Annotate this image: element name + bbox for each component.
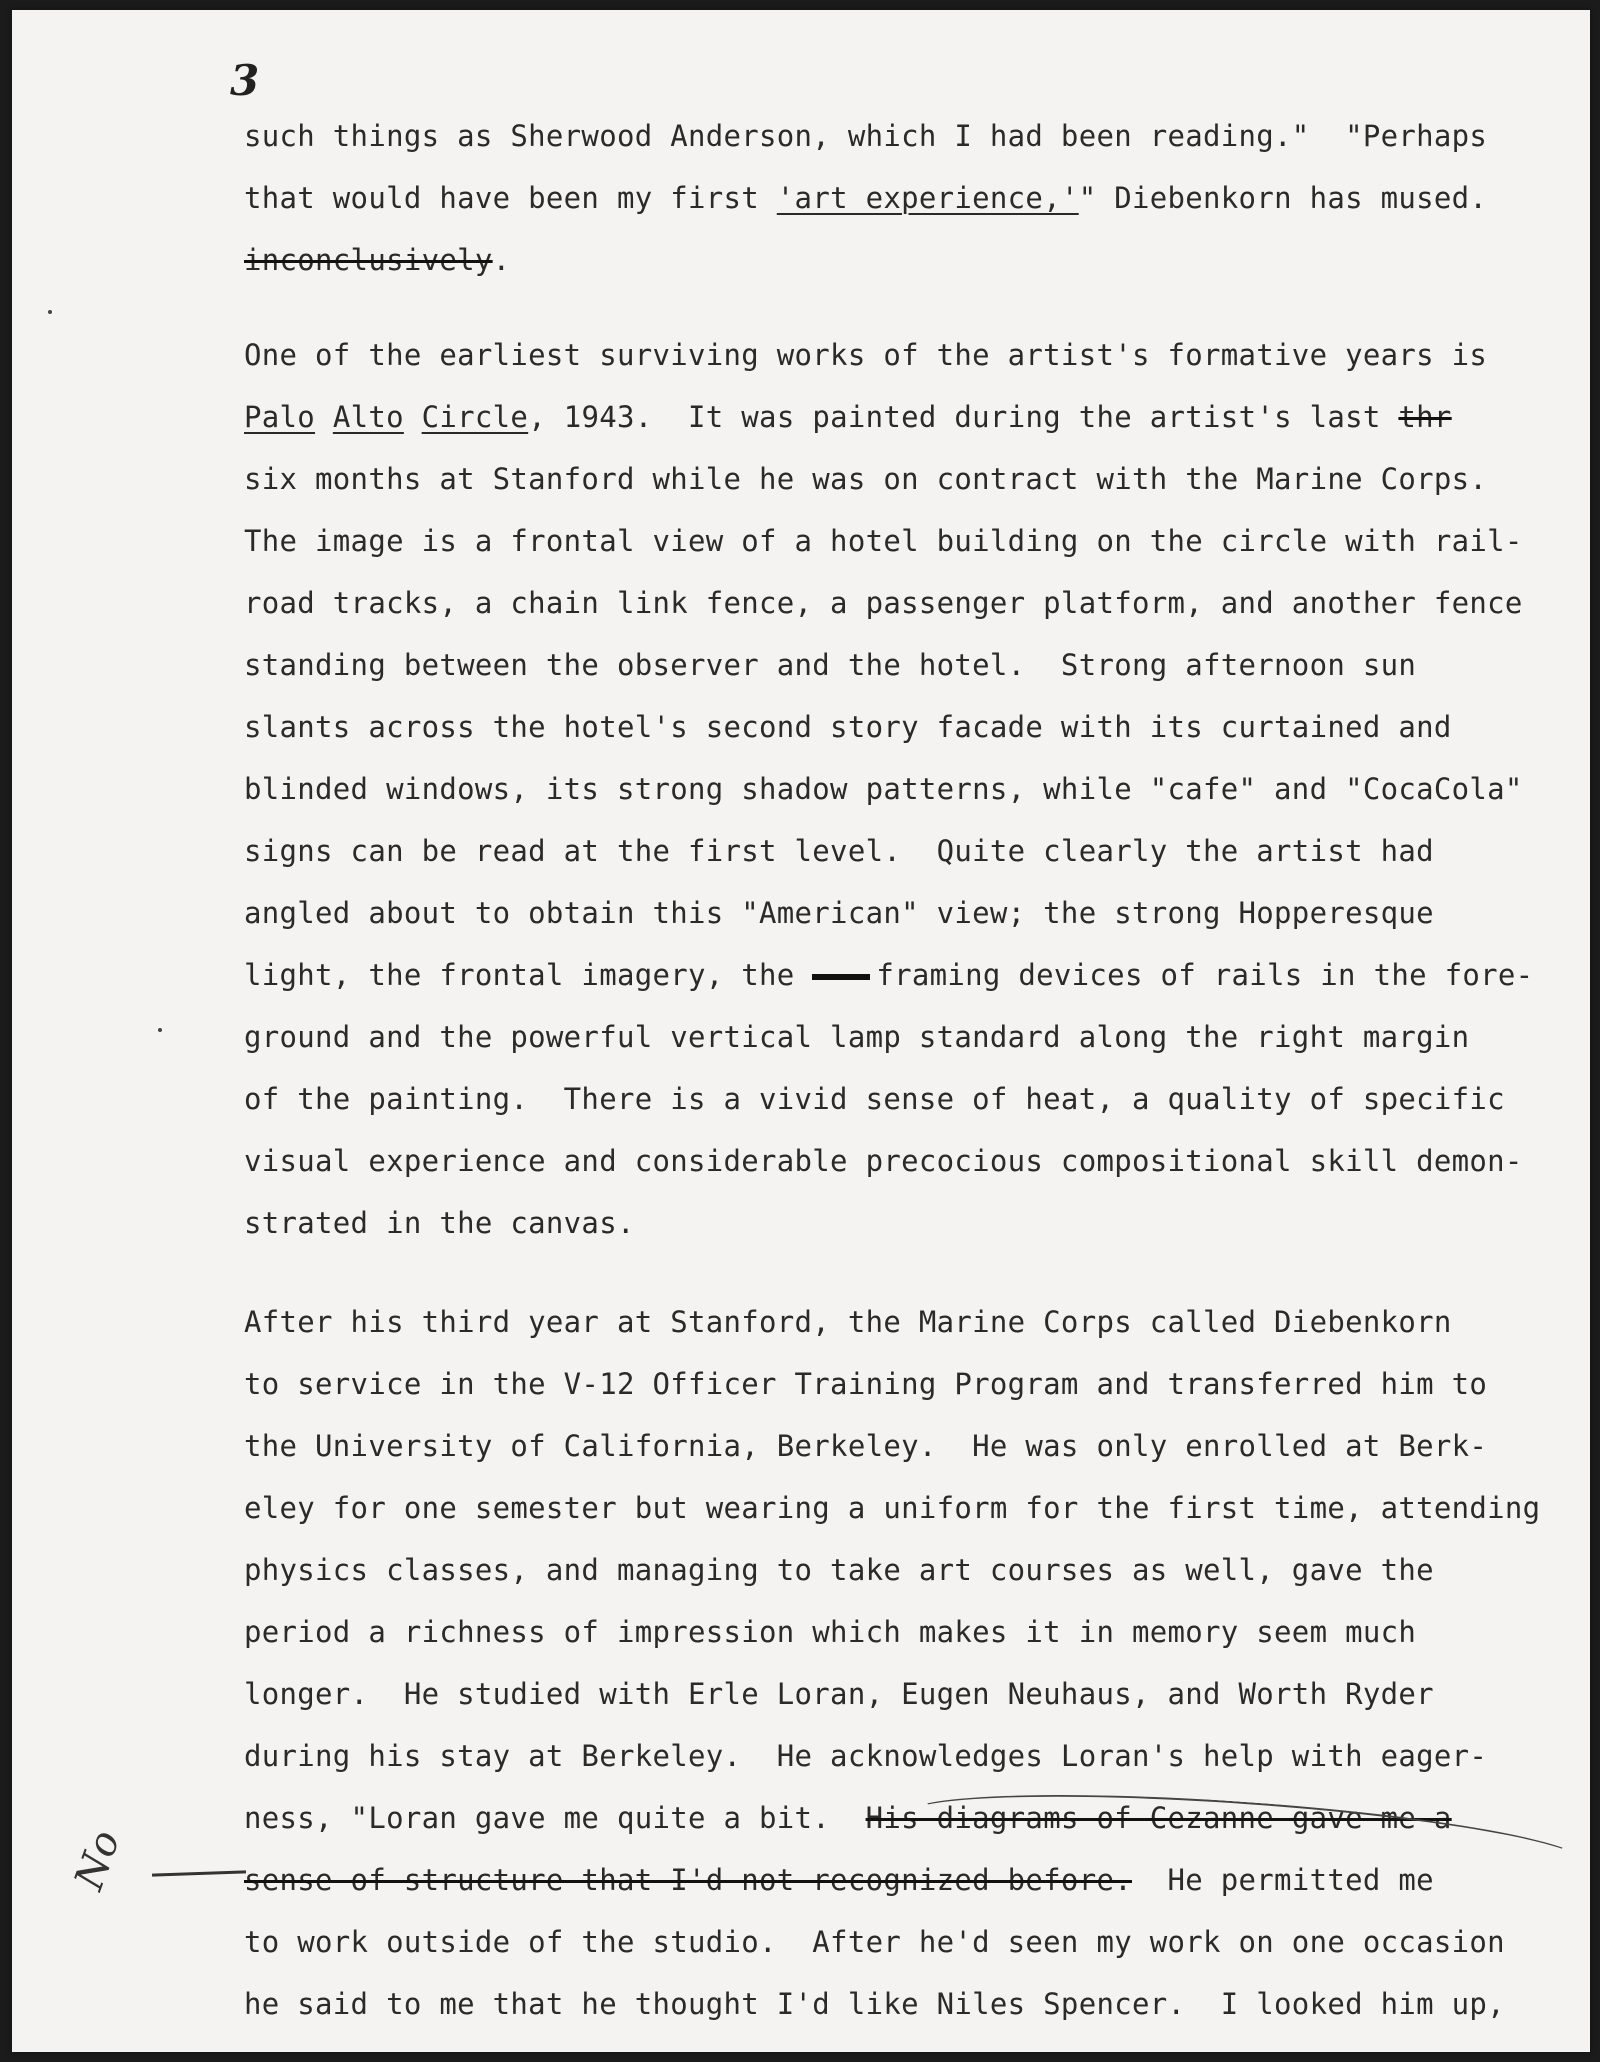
text-line (244, 820, 1584, 882)
text-line (244, 510, 1584, 572)
struck-text: sense of structure that I'd not recognized before. (244, 1863, 1132, 1897)
text-segment: signs can be read at the first level. Quite clearly the artist had (244, 834, 1434, 868)
text-segment: during his stay at Berkeley. He acknowledges Loran's help with eager- (244, 1739, 1488, 1773)
text-segment: blinded windows, its strong shadow patterns, while "cafe" and "CocaCola" (244, 772, 1523, 806)
struck-text: thr (1398, 400, 1452, 434)
text-segment: such things as Sherwood Anderson, which I had been reading." "Perhaps (244, 119, 1488, 153)
ink-dot (158, 1028, 162, 1032)
text-line (244, 167, 1584, 229)
text-line (244, 572, 1584, 634)
text-segment: standing between the observer and the hotel. Strong afternoon sun (244, 648, 1417, 682)
margin-pen-line (152, 1870, 246, 1876)
text-segment: six months at Stanford while he was on contract with the Marine Corps. (244, 462, 1488, 496)
text-line (244, 105, 1584, 167)
text-segment: to service in the V-12 Officer Training Program and transferred him to (244, 1367, 1488, 1401)
text-line (244, 324, 1584, 386)
text-line (244, 229, 1584, 291)
text-segment: slants across the hotel's second story facade with its curtained and (244, 710, 1452, 744)
text-segment: physics classes, and managing to take art courses as well, gave the (244, 1553, 1434, 1587)
paragraph-1 (244, 105, 1584, 291)
text-segment: After his third year at Stanford, the Marine Corps called Diebenkorn (244, 1305, 1452, 1339)
struck-text: His diagrams of Cezanne gave me a (865, 1801, 1452, 1835)
text-segment: that would have been my first (244, 181, 777, 215)
text-segment (315, 400, 333, 434)
struck-text: inconclusively (244, 243, 493, 277)
text-segment: framing devices of rails in the fore- (876, 958, 1534, 992)
text-segment: light, the frontal imagery, the (244, 958, 813, 992)
text-line (244, 944, 1584, 1006)
text-segment: The image is a frontal view of a hotel building on the circle with rail- (244, 524, 1523, 558)
strikeout-mark (812, 974, 870, 980)
text-line (244, 758, 1584, 820)
text-line (244, 1663, 1584, 1725)
text-line (244, 634, 1584, 696)
text-segment: . (492, 243, 511, 277)
text-segment: visual experience and considerable precocious compositional skill demon- (244, 1144, 1523, 1178)
text-line (244, 1911, 1584, 1973)
text-segment: strated in the canvas. (244, 1206, 635, 1240)
underlined-text: Circle (421, 400, 529, 434)
text-segment: longer. He studied with Erle Loran, Eugen Neuhaus, and Worth Ryder (244, 1677, 1434, 1711)
text-line (244, 1973, 1584, 2035)
text-segment: He permitted me (1131, 1863, 1434, 1897)
ink-dot (48, 310, 52, 314)
text-line (244, 1353, 1584, 1415)
text-segment: to work outside of the studio. After he'd seen my work on one occasion (244, 1925, 1505, 1959)
text-segment: he said to me that he thought I'd like Niles Spencer. I looked him up, (244, 1987, 1505, 2021)
text-line (244, 1601, 1584, 1663)
text-segment: period a richness of impression which makes it in memory seem much (244, 1615, 1417, 1649)
text-line (244, 1068, 1584, 1130)
text-line (244, 1006, 1584, 1068)
text-line (244, 448, 1584, 510)
text-line (244, 386, 1584, 448)
text-line (244, 696, 1584, 758)
text-segment: of the painting. There is a vivid sense of heat, a quality of specific (244, 1082, 1505, 1116)
underlined-text: Alto (332, 400, 404, 434)
page-number: 3 (230, 56, 260, 105)
text-line (244, 1725, 1584, 1787)
text-segment: ground and the powerful vertical lamp standard along the right margin (244, 1020, 1470, 1054)
text-segment: angled about to obtain this "American" view; the strong Hopperesque (244, 896, 1434, 930)
text-segment: eley for one semester but wearing a uniform for the first time, attending (244, 1491, 1541, 1525)
text-segment: " Diebenkorn has mused. (1078, 181, 1488, 215)
paragraph-2 (244, 324, 1584, 1254)
underlined-text: 'art experience,' (776, 181, 1079, 215)
text-line (244, 1192, 1584, 1254)
text-segment (404, 400, 422, 434)
text-segment: , 1943. It was painted during the artist's last (528, 400, 1399, 434)
paragraph-3 (244, 1291, 1584, 2035)
text-line (244, 882, 1584, 944)
text-segment: One of the earliest surviving works of the artist's formative years is (244, 338, 1488, 372)
text-line (244, 1130, 1584, 1192)
text-line (244, 1539, 1584, 1601)
text-line (244, 1415, 1584, 1477)
margin-handwritten-note: No (66, 1824, 130, 1896)
text-line (244, 1477, 1584, 1539)
text-line (244, 1291, 1584, 1353)
text-segment: ness, "Loran gave me quite a bit. (244, 1801, 866, 1835)
document-page (12, 10, 1590, 2052)
text-segment: the University of California, Berkeley. He was only enrolled at Berk- (244, 1429, 1488, 1463)
underlined-text: Palo (244, 400, 316, 434)
text-segment: road tracks, a chain link fence, a passenger platform, and another fence (244, 586, 1523, 620)
